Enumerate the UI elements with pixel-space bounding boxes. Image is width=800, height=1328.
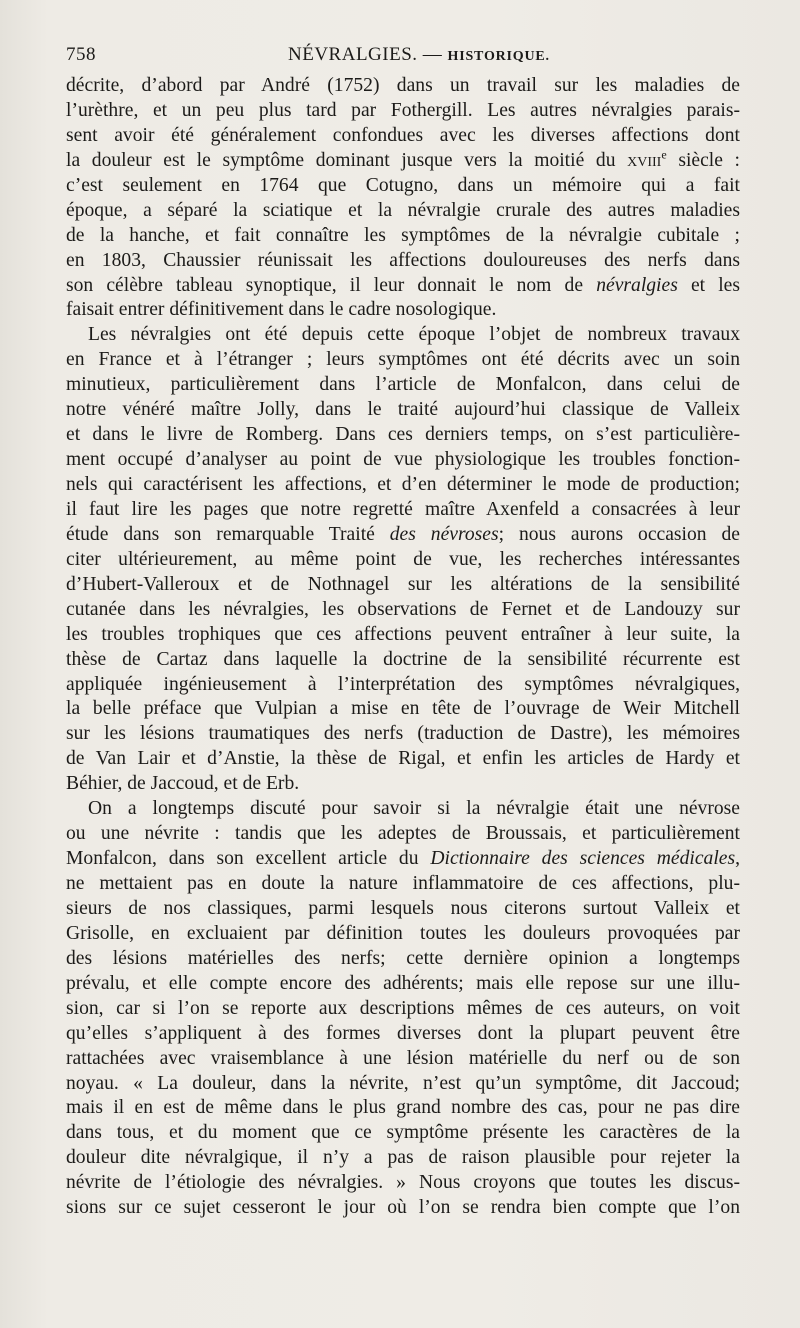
text-line: On a longtemps discuté pour savoir si la névralgie était une névrose [88,798,740,820]
text-line: rattachées avec vraisemblance à une lésion matérielle du nerf ou de son [66,1047,740,1069]
text-line: notre vénéré maître Jolly, dans le traité aujourd’hui classique de Valleix [66,399,740,421]
title-dash: — [417,44,448,65]
italic-term: névralgies [596,274,678,296]
text-line: les troubles trophiques que ces affections peuvent entraîner à leur suite, la [66,623,740,645]
text-line [66,523,740,548]
text-run: ; nous aurons occasion de [498,523,740,545]
text-line: de la hanche, et fait connaître les symptômes de la névralgie cubitale ; [66,224,740,246]
text-line: Béhier, de Jaccoud, et de Erb. [66,773,300,795]
text-line: douleur dite névralgique, il n’y a pas de raison plausible pour rejeter la [66,1147,740,1169]
chapter-name: NÉVRALGIES. [288,44,418,65]
superscript: e [661,148,667,162]
text-line: en France et à l’étranger ; leurs symptômes ont été décrits avec un soin [66,349,740,371]
text-line: sur les lésions traumatiques des nerfs (traduction de Dastre), les mémoires [66,723,740,745]
text-line: sions sur ce sujet cesseront le jour où l’on se rendra bien compte que l’on [66,1197,740,1219]
italic-term: des névroses [389,523,499,545]
text-run: et les [677,274,740,296]
text-line: de Van Lair et d’Anstie, la thèse de Rigal, et enfin les articles de Hardy et [66,748,740,770]
text-line: faisait entrer définitivement dans le cadre nosologique. [66,299,497,321]
text-line: ne mettaient pas en doute la nature inflammatoire de ces affections, plu- [66,873,740,894]
text-line: la belle préface que Vulpian a mise en tête de l’ouvrage de Weir Mitchell [66,698,740,720]
text-line: ment occupé d’analyser au point de vue physiologique les troubles fonction- [66,449,740,471]
text-line: et dans le livre de Romberg. Dans ces derniers temps, on s’est particulière- [66,424,740,446]
text-line: décrite, d’abord par André (1752) dans un travail sur les maladies de [66,75,740,96]
italic-title: Dictionnaire des sciences médicales [430,848,736,870]
text-line: ou une névrite : tandis que les adeptes de Broussais, et particulièrement [66,823,740,845]
text-line: névrite de l’étiologie des névralgies. » Nous croyons que toutes les discus- [66,1172,740,1194]
text-line: époque, a séparé la sciatique et la névralgie crurale des autres maladies [66,199,740,221]
chapter-title [288,44,550,66]
text-line [66,149,740,174]
text-line: l’urèthre, et un peu plus tard par Fothergill. Les autres névralgies parais- [66,99,740,121]
text-run: étude dans son remarquable Traité [66,523,390,545]
body-text [66,74,740,1221]
text-line: appliquée ingénieusement à l’interprétation des symptômes névralgiques, [66,673,740,695]
text-line: prévalu, et elle compte encore des adhérents; mais elle repose sur une illu- [66,972,740,994]
section-name: HISTORIQUE. [447,49,550,64]
century-numeral: xviii [627,149,662,171]
text-line [66,847,740,872]
text-line [66,274,740,299]
text-run: siècle : [666,149,740,171]
page-number: 758 [66,44,96,65]
text-line: il faut lire les pages que notre regretté maître Axenfeld a consacrées à leur [66,498,740,520]
text-line: sent avoir été généralement confondues avec les diverses affections dont [66,124,740,146]
text-line: c’est seulement en 1764 que Cotugno, dans un mémoire qui a fait [66,174,740,196]
text-run: la douleur est le symptôme dominant jusque vers la moitié du [66,149,628,171]
text-line: citer ultérieurement, au même point de vue, les recherches intéressantes [66,548,740,570]
text-line: qu’elles s’appliquent à des formes diverses dont la plupart peuvent être [66,1022,740,1044]
text-line: minutieux, particulièrement dans l’article de Monfalcon, dans celui de [66,374,740,396]
text-line: cutanée dans les névralgies, les observations de Fernet et de Landouzy sur [66,598,740,620]
text-line: sieurs de nos classiques, parmi lesquels nous citerons surtout Valleix et [66,897,740,919]
text-line: d’Hubert-Valleroux et de Nothnagel sur les altérations de la sensibilité [66,573,740,595]
text-run: son célèbre tableau synoptique, il leur donnait le nom de [66,274,597,296]
text-line: dans tous, et du moment que ce symptôme présente les caractères de la [66,1122,740,1144]
text-line: Les névralgies ont été depuis cette époque l’objet de nombreux travaux [88,324,740,346]
text-run: Monfalcon, dans son excellent article du [66,848,431,870]
text-line: sion, car si l’on se reporte aux descriptions mêmes de ces auteurs, on voit [66,997,740,1019]
text-line: noyau. « La douleur, dans la névrite, n’est qu’un symptôme, dit Jaccoud; [66,1072,740,1094]
text-line: en 1803, Chaussier réunissait les affections douloureuses des nerfs dans [66,249,740,271]
text-line: nels qui caractérisent les affections, et d’en déterminer le mode de production; [66,474,740,495]
text-line: Grisolle, en excluaient par définition toutes les douleurs provoquées par [66,922,740,944]
text-line: des lésions matérielles des nerfs; cette dernière opinion a longtemps [66,947,740,969]
running-head [66,44,740,70]
text-line: mais il en est de même dans le plus grand nombre des cas, pour ne pas dire [66,1097,740,1119]
text-line: thèse de Cartaz dans laquelle la doctrine de la sensibilité récurrente est [66,648,740,670]
text-run: , [735,848,740,870]
